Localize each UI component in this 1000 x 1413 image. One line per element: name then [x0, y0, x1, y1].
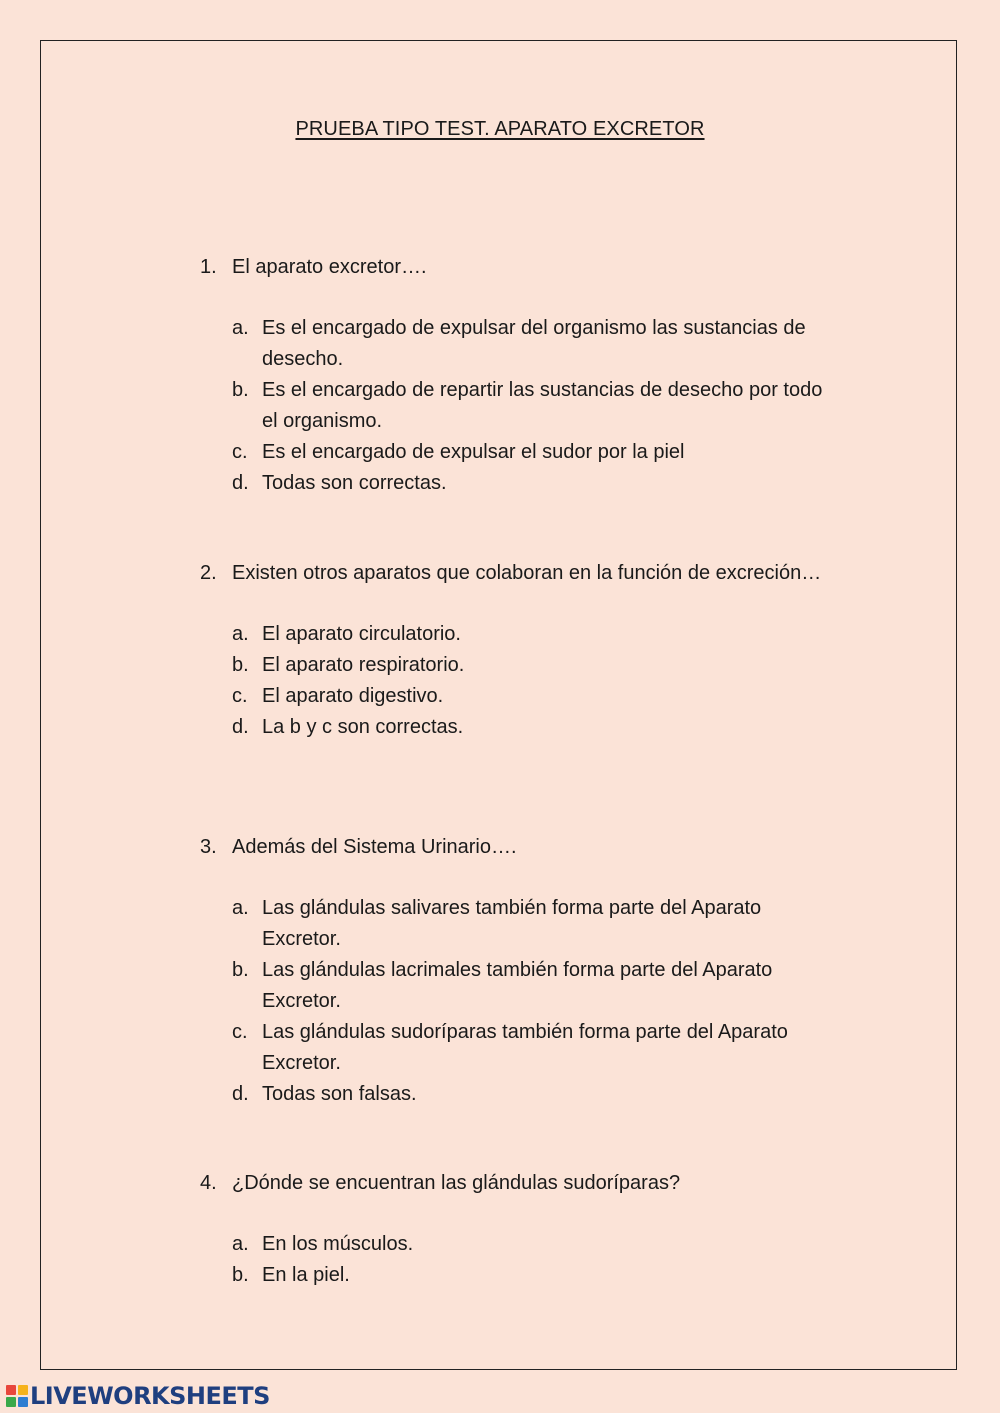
page-title: PRUEBA TIPO TEST. APARATO EXCRETOR [295, 118, 705, 140]
option-item[interactable] [232, 712, 840, 743]
option-text: El aparato respiratorio. [262, 654, 465, 676]
options-list [232, 893, 840, 1110]
question-number: 1. [200, 256, 217, 278]
option-text: Todas son falsas. [262, 1083, 417, 1105]
option-item[interactable] [232, 375, 840, 437]
option-letter: a. [232, 317, 249, 339]
footer-logo[interactable] [6, 1383, 270, 1409]
option-letter: b. [232, 654, 249, 676]
option-letter: b. [232, 959, 249, 981]
question-3 [200, 832, 840, 1110]
option-text: Es el encargado de expulsar el sudor por la piel [262, 441, 685, 463]
options-list [232, 1229, 840, 1291]
option-text: El aparato circulatorio. [262, 623, 461, 645]
option-item[interactable] [232, 1017, 840, 1079]
option-item[interactable] [232, 437, 840, 468]
question-text: Existen otros aparatos que colaboran en la función de excreción… [232, 562, 822, 584]
option-item[interactable] [232, 619, 840, 650]
question-text: Además del Sistema Urinario…. [232, 836, 517, 858]
option-item[interactable] [232, 1229, 840, 1260]
option-text: Es el encargado de expulsar del organismo las sustancias de desecho. [262, 317, 806, 370]
question-2 [200, 558, 840, 743]
option-text: Las glándulas lacrimales también forma parte del Aparato Excretor. [262, 959, 773, 1012]
option-letter: d. [232, 716, 249, 738]
option-item[interactable] [232, 955, 840, 1017]
option-text: Las glándulas sudoríparas también forma parte del Aparato Excretor. [262, 1021, 788, 1074]
option-letter: c. [232, 441, 248, 463]
option-text: Es el encargado de repartir las sustancias de desecho por todo el organismo. [262, 379, 823, 432]
option-letter: a. [232, 1233, 249, 1255]
option-letter: d. [232, 1083, 249, 1105]
option-text: La b y c son correctas. [262, 716, 464, 738]
option-text: Todas son correctas. [262, 472, 447, 494]
option-letter: a. [232, 897, 249, 919]
question-number: 3. [200, 836, 217, 858]
logo-text: LIVEWORKSHEETS [30, 1382, 270, 1410]
options-list [232, 619, 840, 743]
option-item[interactable] [232, 313, 840, 375]
option-letter: d. [232, 472, 249, 494]
option-letter: c. [232, 685, 248, 707]
option-item[interactable] [232, 468, 840, 499]
question-text: El aparato excretor…. [232, 256, 427, 278]
question-number: 2. [200, 562, 217, 584]
option-letter: b. [232, 379, 249, 401]
options-list [232, 313, 840, 499]
option-letter: b. [232, 1264, 249, 1286]
option-text: El aparato digestivo. [262, 685, 444, 707]
question-text: ¿Dónde se encuentran las glándulas sudoríparas? [232, 1172, 681, 1194]
option-text: Las glándulas salivares también forma parte del Aparato Excretor. [262, 897, 762, 950]
question-4 [200, 1168, 840, 1291]
option-item[interactable] [232, 650, 840, 681]
liveworksheets-logo-icon [6, 1385, 28, 1407]
question-1 [200, 252, 840, 499]
option-item[interactable] [232, 681, 840, 712]
option-item[interactable] [232, 893, 840, 955]
option-letter: c. [232, 1021, 248, 1043]
option-item[interactable] [232, 1260, 840, 1291]
option-text: En los músculos. [262, 1233, 414, 1255]
option-letter: a. [232, 623, 249, 645]
question-number: 4. [200, 1172, 217, 1194]
option-text: En la piel. [262, 1264, 350, 1286]
option-item[interactable] [232, 1079, 840, 1110]
